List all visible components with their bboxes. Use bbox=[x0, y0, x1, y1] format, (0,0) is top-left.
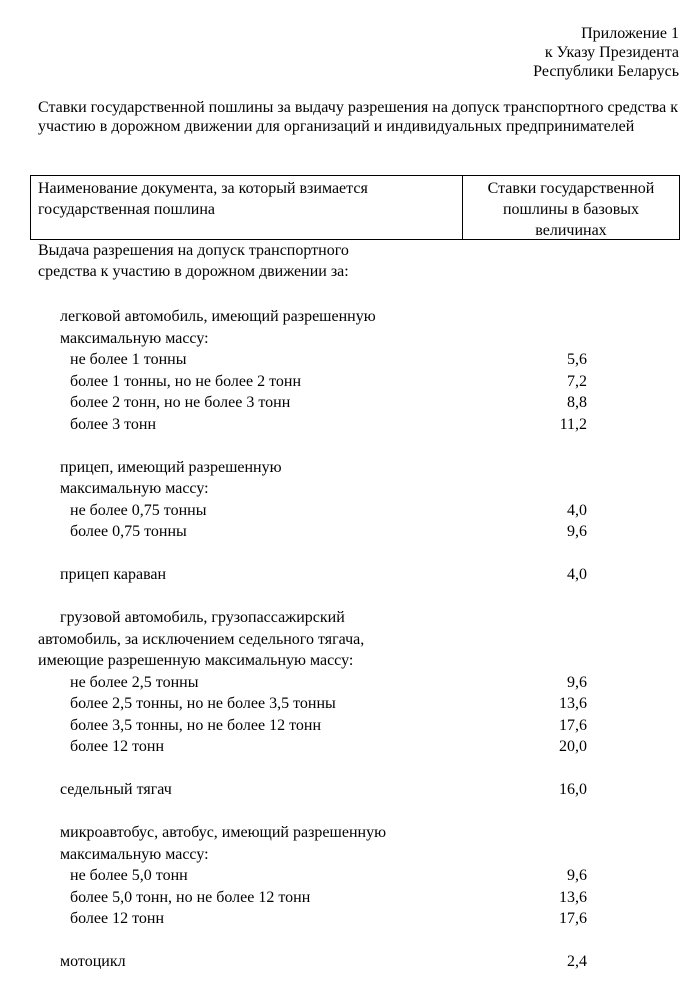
mass-range-label: не более 0,75 тонны bbox=[70, 502, 207, 519]
rate-value: 9,6 bbox=[567, 674, 587, 691]
mass-range-label: более 2 тонн, но не более 3 тонн bbox=[70, 394, 291, 411]
vehicle-type-heading: прицеп, имеющий разрешенную bbox=[60, 459, 282, 476]
rate-value: 8,8 bbox=[567, 394, 587, 411]
table-header-rate-column bbox=[463, 176, 679, 241]
vehicle-type-heading: автомобиль, за исключением седельного тягача, bbox=[38, 631, 365, 648]
header-text: Наименование документа, за который взимается bbox=[38, 180, 368, 197]
rate-value: 7,2 bbox=[567, 373, 587, 390]
mass-range-label: более 5,0 тонн, но не более 12 тонн bbox=[70, 889, 311, 906]
vehicle-type-heading: грузовой автомобиль, грузопассажирский bbox=[60, 609, 345, 626]
appendix-line: Приложение 1 bbox=[581, 25, 679, 42]
rate-value: 16,0 bbox=[559, 781, 587, 798]
rate-value: 4,0 bbox=[567, 566, 587, 583]
header-text: величинах bbox=[535, 222, 607, 239]
mass-range-label: более 12 тонн bbox=[70, 738, 165, 755]
document-title: Ставки государственной пошлины за выдачу разрешения на допуск транспортного средства к участию в дорожном движении для организаций и индивидуальных предпринимателей bbox=[38, 99, 678, 135]
rate-value: 9,6 bbox=[567, 867, 587, 884]
vehicle-type-heading: имеющие разрешенную максимальную массу: bbox=[38, 652, 354, 669]
header-text: пошлины в базовых bbox=[502, 201, 640, 218]
rate-value: 2,4 bbox=[567, 953, 587, 970]
vehicle-type-label: седельный тягач bbox=[60, 781, 172, 798]
intro-line: Выдача разрешения на допуск транспортного bbox=[38, 242, 349, 259]
mass-range-label: более 1 тонны, но не более 2 тонн bbox=[70, 373, 302, 390]
rate-value: 17,6 bbox=[559, 910, 587, 927]
intro-line: средства к участию в дорожном движении за: bbox=[38, 263, 349, 280]
rate-value: 4,0 bbox=[567, 502, 587, 519]
vehicle-type-heading: легковой автомобиль, имеющий разрешенную bbox=[60, 308, 376, 325]
vehicle-type-heading: максимальную массу: bbox=[60, 480, 209, 497]
mass-range-label: не более 1 тонны bbox=[70, 351, 187, 368]
mass-range-label: не более 5,0 тонн bbox=[70, 867, 188, 884]
rate-value: 13,6 bbox=[559, 695, 587, 712]
vehicle-type-label: прицеп караван bbox=[60, 566, 167, 583]
mass-range-label: не более 2,5 тонны bbox=[70, 674, 199, 691]
vehicle-type-heading: максимальную массу: bbox=[60, 330, 209, 347]
appendix-line: к Указу Президента bbox=[544, 44, 679, 61]
mass-range-label: более 3,5 тонны, но не более 12 тонн bbox=[70, 717, 322, 734]
vehicle-type-label: мотоцикл bbox=[60, 953, 126, 970]
appendix-line: Республики Беларусь bbox=[533, 63, 679, 80]
mass-range-label: более 12 тонн bbox=[70, 910, 165, 927]
vehicle-type-heading: максимальную массу: bbox=[60, 846, 209, 863]
rate-value: 20,0 bbox=[559, 738, 587, 755]
table-header-name-column bbox=[31, 176, 463, 239]
rate-value: 17,6 bbox=[559, 717, 587, 734]
mass-range-label: более 0,75 тонны bbox=[70, 523, 187, 540]
rate-value: 9,6 bbox=[567, 523, 587, 540]
mass-range-label: более 3 тонн bbox=[70, 416, 157, 433]
header-text: государственная пошлина bbox=[38, 201, 216, 218]
mass-range-label: более 2,5 тонны, но не более 3,5 тонны bbox=[70, 695, 336, 712]
header-text: Ставки государственной bbox=[487, 180, 655, 197]
appendix-header bbox=[533, 24, 679, 81]
rate-value: 13,6 bbox=[559, 889, 587, 906]
table-header bbox=[30, 175, 680, 240]
rate-value: 5,6 bbox=[567, 351, 587, 368]
vehicle-type-heading: микроавтобус, автобус, имеющий разрешенную bbox=[60, 824, 387, 841]
rate-value: 11,2 bbox=[559, 416, 587, 433]
